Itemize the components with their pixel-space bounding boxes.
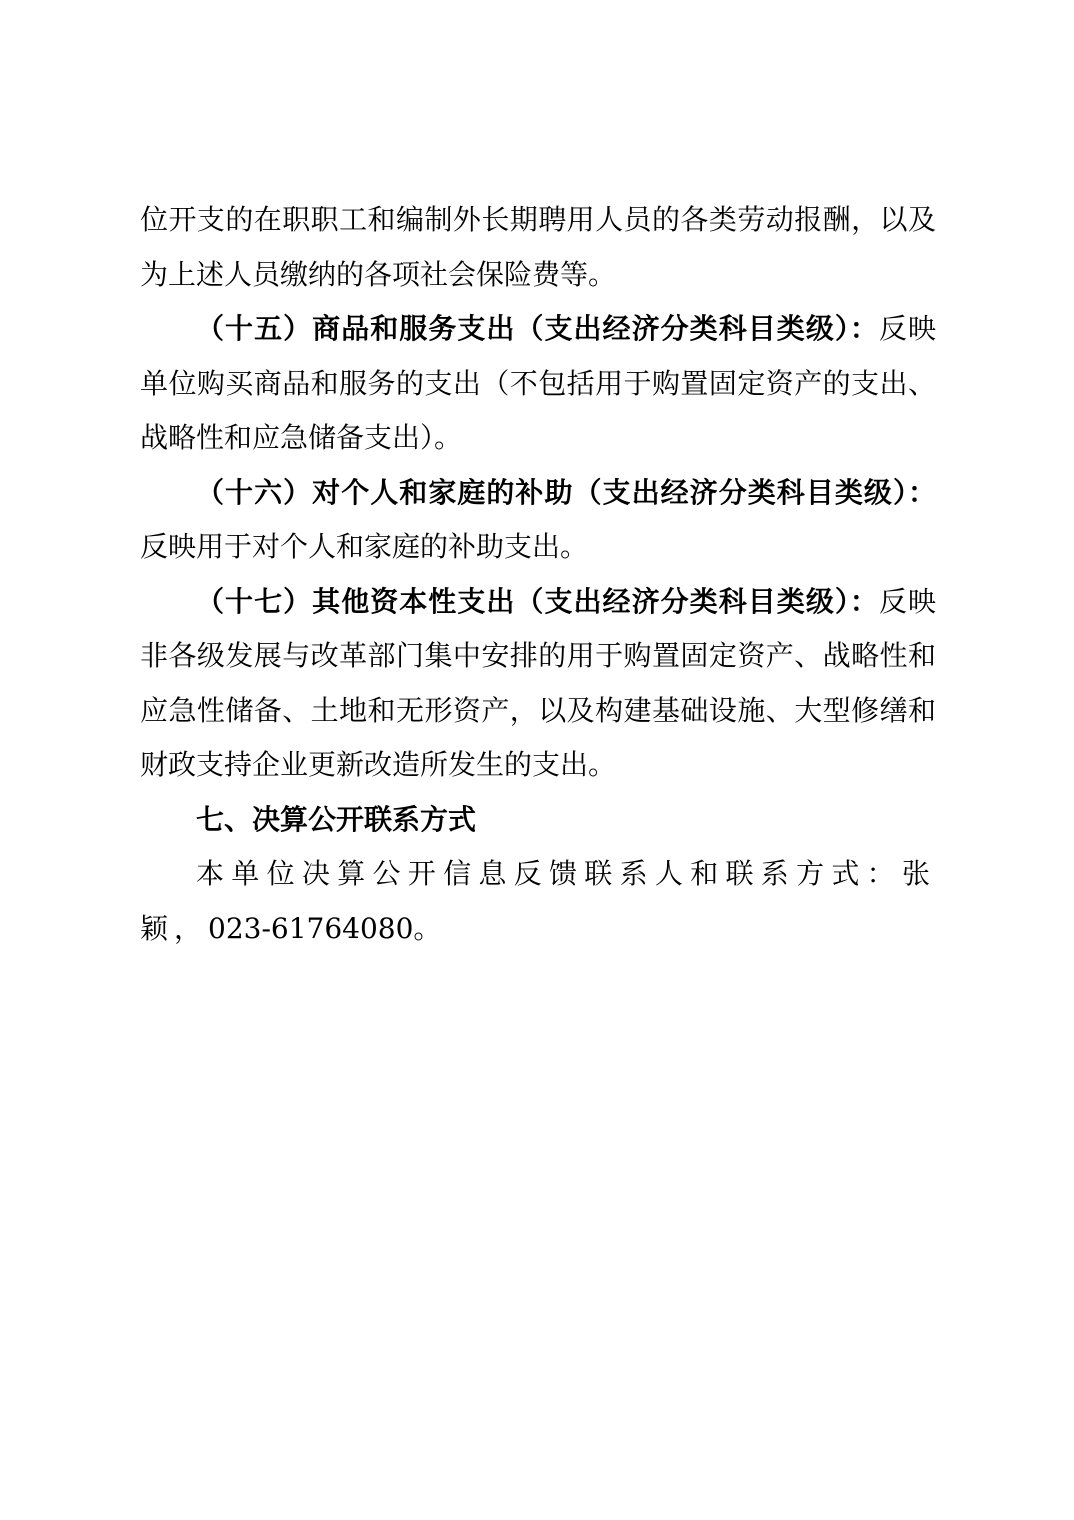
paragraph-household-subsidy — [140, 466, 936, 575]
contact-text: 本单位决算公开信息反馈联系人和联系方式：张颖， — [140, 857, 936, 945]
paragraph-lead: （十六）对个人和家庭的补助（支出经济分类科目类级）： — [196, 475, 936, 509]
document-page — [140, 193, 936, 956]
paragraph-goods-services — [140, 302, 936, 466]
paragraph-lead: （十七）其他资本性支出（支出经济分类科目类级）： — [196, 584, 879, 618]
paragraph-text: 位开支的在职职工和编制外长期聘用人员的各类劳动报酬，以及为上述人员缴纳的各项社会保险费等。 — [140, 203, 936, 291]
paragraph-continued — [140, 193, 936, 302]
section-heading: 七、决算公开联系方式 — [196, 802, 477, 836]
paragraph-contact — [140, 847, 936, 956]
paragraph-text: 反映非各级发展与改革部门集中安排的用于购置固定资产、战略性和应急性储备、土地和无形资产，以及构建基础设施、大型修缮和财政支持企业更新改造所发生的支出。 — [140, 584, 936, 781]
contact-phone: 023-61764080。 — [208, 911, 442, 945]
paragraph-other-capital — [140, 575, 936, 793]
paragraph-lead: （十五）商品和服务支出（支出经济分类科目类级）： — [196, 312, 879, 345]
paragraph-text: 反映用于对个人和家庭的补助支出。 — [140, 530, 589, 563]
paragraph-text: 反映单位购买商品和服务的支出（不包括用于购置固定资产的支出、战略性和应急储备支出）。 — [140, 312, 936, 454]
